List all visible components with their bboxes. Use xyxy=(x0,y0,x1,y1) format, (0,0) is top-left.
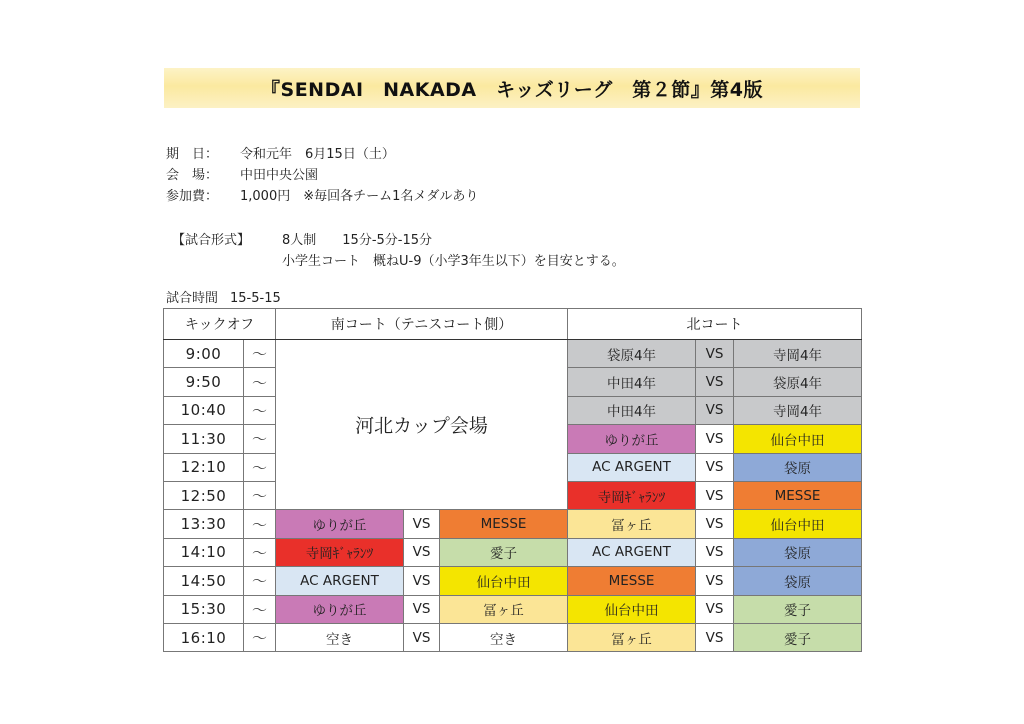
table-row xyxy=(164,538,862,566)
north-vs: VS xyxy=(696,623,734,651)
kickoff-time: 13:30 xyxy=(164,510,244,538)
kickoff-time: 9:50 xyxy=(164,368,244,396)
tilde: ～ xyxy=(244,595,276,623)
info-fee-label: 参加費： xyxy=(166,189,219,204)
north-team-b: 愛子 xyxy=(734,595,862,623)
tilde: ～ xyxy=(244,623,276,651)
south-vs: VS xyxy=(404,595,440,623)
north-team-b: 愛子 xyxy=(734,623,862,651)
header-north-court: 北コート xyxy=(568,309,862,340)
north-team-b: 仙台中田 xyxy=(734,425,862,453)
south-vs: VS xyxy=(404,510,440,538)
kickoff-time: 12:50 xyxy=(164,481,244,509)
north-team-b: 袋原 xyxy=(734,538,862,566)
south-team-b: 仙台中田 xyxy=(440,567,568,595)
south-team-b: 愛子 xyxy=(440,538,568,566)
title-band xyxy=(164,68,860,108)
north-team-b: MESSE xyxy=(734,481,862,509)
north-team-a: AC ARGENT xyxy=(568,538,696,566)
north-vs: VS xyxy=(696,481,734,509)
north-vs: VS xyxy=(696,510,734,538)
south-team-b: 冨ヶ丘 xyxy=(440,595,568,623)
south-venue-label: 河北カップ会場 xyxy=(276,340,568,510)
north-team-b: 袋原 xyxy=(734,453,862,481)
tilde: ～ xyxy=(244,510,276,538)
north-team-b: 仙台中田 xyxy=(734,510,862,538)
info-date-value: 令和元年 6月15日（土） xyxy=(240,147,395,162)
table-row xyxy=(164,510,862,538)
south-team-b: 空き xyxy=(440,623,568,651)
tilde: ～ xyxy=(244,340,276,368)
kickoff-time: 9:00 xyxy=(164,340,244,368)
table-row xyxy=(164,340,862,368)
schedule-body xyxy=(164,340,862,652)
north-vs: VS xyxy=(696,368,734,396)
south-vs: VS xyxy=(404,538,440,566)
match-time xyxy=(166,287,281,306)
north-team-b: 寺岡4年 xyxy=(734,396,862,424)
format-label: 【試合形式】 xyxy=(172,233,251,248)
header-kickoff: キックオフ xyxy=(164,309,276,340)
kickoff-time: 15:30 xyxy=(164,595,244,623)
north-team-b: 袋原 xyxy=(734,567,862,595)
format-line-1: 8人制 15分-5分-15分 xyxy=(282,233,433,248)
tilde: ～ xyxy=(244,453,276,481)
south-team-a: 空き xyxy=(276,623,404,651)
kickoff-time: 11:30 xyxy=(164,425,244,453)
north-team-a: 冨ヶ丘 xyxy=(568,623,696,651)
south-team-b: MESSE xyxy=(440,510,568,538)
north-team-a: 袋原4年 xyxy=(568,340,696,368)
south-team-a: ゆりが丘 xyxy=(276,595,404,623)
table-row xyxy=(164,623,862,651)
match-time-value: 15-5-15 xyxy=(230,291,281,306)
north-vs: VS xyxy=(696,595,734,623)
south-vs: VS xyxy=(404,567,440,595)
south-vs: VS xyxy=(404,623,440,651)
info-date xyxy=(166,143,395,162)
page-title: 『SENDAI NAKADA キッズリーグ 第２節』第4版 xyxy=(261,78,763,101)
north-vs: VS xyxy=(696,453,734,481)
tilde: ～ xyxy=(244,567,276,595)
kickoff-time: 12:10 xyxy=(164,453,244,481)
south-team-a: 寺岡ｷﾞｬﾗﾝﾂ xyxy=(276,538,404,566)
tilde: ～ xyxy=(244,481,276,509)
kickoff-time: 16:10 xyxy=(164,623,244,651)
info-venue-value: 中田中央公園 xyxy=(240,168,319,183)
info-venue xyxy=(166,164,318,183)
match-time-label: 試合時間 xyxy=(166,291,219,306)
info-fee-value: 1,000円 ※毎回各チーム1名メダルあり xyxy=(240,189,479,204)
table-row xyxy=(164,567,862,595)
south-team-a: ゆりが丘 xyxy=(276,510,404,538)
north-team-a: ゆりが丘 xyxy=(568,425,696,453)
north-team-b: 寺岡4年 xyxy=(734,340,862,368)
north-team-a: 寺岡ｷﾞｬﾗﾝﾂ xyxy=(568,481,696,509)
north-team-b: 袋原4年 xyxy=(734,368,862,396)
table-row xyxy=(164,595,862,623)
tilde: ～ xyxy=(244,425,276,453)
north-vs: VS xyxy=(696,425,734,453)
tilde: ～ xyxy=(244,368,276,396)
north-team-a: 仙台中田 xyxy=(568,595,696,623)
north-team-a: 冨ヶ丘 xyxy=(568,510,696,538)
north-team-a: 中田4年 xyxy=(568,396,696,424)
south-team-a: AC ARGENT xyxy=(276,567,404,595)
north-team-a: MESSE xyxy=(568,567,696,595)
schedule-table xyxy=(163,308,862,652)
north-team-a: AC ARGENT xyxy=(568,453,696,481)
info-venue-label: 会 場： xyxy=(166,168,219,183)
header-south-court: 南コート（テニスコート側） xyxy=(276,309,568,340)
info-fee xyxy=(166,185,478,204)
north-team-a: 中田4年 xyxy=(568,368,696,396)
north-vs: VS xyxy=(696,396,734,424)
tilde: ～ xyxy=(244,396,276,424)
info-date-label: 期 日： xyxy=(166,147,219,162)
kickoff-time: 14:10 xyxy=(164,538,244,566)
table-header-row xyxy=(164,309,862,340)
kickoff-time: 10:40 xyxy=(164,396,244,424)
north-vs: VS xyxy=(696,538,734,566)
north-vs: VS xyxy=(696,340,734,368)
kickoff-time: 14:50 xyxy=(164,567,244,595)
north-vs: VS xyxy=(696,567,734,595)
format-line-2: 小学生コート 概ねU-9（小学3年生以下）を目安とする。 xyxy=(282,254,625,269)
tilde: ～ xyxy=(244,538,276,566)
